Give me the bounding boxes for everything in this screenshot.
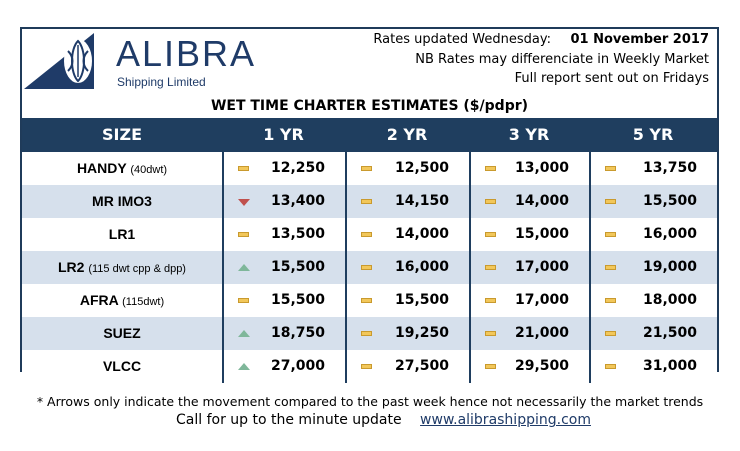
logo-subtitle: Shipping Limited — [117, 75, 206, 89]
rate-value: 15,500 — [270, 292, 325, 308]
rate-cell — [222, 152, 345, 185]
vessel-size-name: LR2 — [58, 259, 85, 275]
rate-cell — [469, 185, 589, 218]
no-change-icon — [605, 265, 616, 270]
rate-value: 13,500 — [270, 226, 325, 242]
footnote: * Arrows only indicate the movement compared to the past week hence not necessarily the market trends — [36, 394, 704, 409]
no-change-icon — [361, 265, 372, 270]
table-header — [22, 118, 717, 152]
vessel-size-cell — [22, 251, 222, 284]
table-row — [22, 317, 717, 350]
no-change-icon — [485, 232, 496, 237]
rate-value: 13,000 — [514, 160, 569, 176]
rate-value: 14,000 — [394, 226, 449, 242]
vessel-size-note: (40dwt) — [130, 164, 168, 176]
rate-cell — [345, 185, 469, 218]
rate-cell — [222, 185, 345, 218]
vessel-size-note: (115 dwt cpp & dpp) — [88, 263, 186, 275]
rate-value: 15,500 — [270, 259, 325, 275]
no-change-icon — [485, 199, 496, 204]
arrow-up-icon — [238, 330, 250, 337]
rate-cell — [589, 350, 717, 383]
rate-info — [329, 32, 709, 92]
vessel-size-cell — [22, 152, 222, 185]
no-change-icon — [605, 232, 616, 237]
column-header-5yr: 5 YR — [632, 125, 674, 144]
rate-value: 15,000 — [514, 226, 569, 242]
rate-value: 21,500 — [642, 325, 697, 341]
vessel-size-cell — [22, 218, 222, 251]
report-note: Full report sent out on Fridays — [514, 71, 709, 86]
no-change-icon — [238, 298, 249, 303]
rate-cell — [345, 152, 469, 185]
rate-value: 19,250 — [394, 325, 449, 341]
vessel-size-name: HANDY — [76, 160, 127, 176]
rate-value: 31,000 — [642, 358, 697, 374]
rate-value: 13,750 — [642, 160, 697, 176]
vessel-size-name: SUEZ — [103, 325, 141, 341]
rate-cell — [469, 218, 589, 251]
logo-emblem-icon — [24, 31, 114, 91]
rate-cell — [589, 218, 717, 251]
vessel-size-name: VLCC — [102, 358, 142, 374]
rate-value: 14,150 — [394, 193, 449, 209]
rates-date: 01 November 2017 — [570, 32, 709, 47]
table-row — [22, 185, 717, 218]
rate-value: 21,000 — [514, 325, 569, 341]
rate-cell — [469, 350, 589, 383]
rate-value: 27,000 — [270, 358, 325, 374]
no-change-icon — [605, 364, 616, 369]
rate-value: 13,400 — [270, 193, 325, 209]
rate-cell — [589, 152, 717, 185]
no-change-icon — [605, 166, 616, 171]
no-change-icon — [361, 364, 372, 369]
column-header-2yr: 2 YR — [386, 125, 428, 144]
table-title: WET TIME CHARTER ESTIMATES ($/pdpr) — [210, 98, 529, 114]
table-row — [22, 152, 717, 185]
no-change-icon — [361, 199, 372, 204]
no-change-icon — [485, 298, 496, 303]
rate-value: 17,000 — [514, 292, 569, 308]
rate-value: 12,250 — [270, 160, 325, 176]
rate-value: 18,000 — [642, 292, 697, 308]
rate-cell — [589, 284, 717, 317]
rate-value: 14,000 — [514, 193, 569, 209]
rate-value: 27,500 — [394, 358, 449, 374]
column-header-3yr: 3 YR — [508, 125, 550, 144]
no-change-icon — [485, 265, 496, 270]
no-change-icon — [361, 166, 372, 171]
arrow-down-icon — [238, 199, 250, 206]
no-change-icon — [238, 232, 249, 237]
vessel-size-cell — [22, 317, 222, 350]
website-link[interactable]: www.alibrashipping.com — [420, 412, 591, 428]
no-change-icon — [485, 331, 496, 336]
rate-value: 12,500 — [394, 160, 449, 176]
company-logo — [24, 31, 309, 93]
table-row — [22, 251, 717, 284]
no-change-icon — [485, 364, 496, 369]
rate-cell — [469, 152, 589, 185]
rate-cell — [345, 350, 469, 383]
rate-cell — [222, 284, 345, 317]
no-change-icon — [605, 331, 616, 336]
rate-cell — [345, 317, 469, 350]
no-change-icon — [361, 298, 372, 303]
no-change-icon — [485, 166, 496, 171]
table-row — [22, 218, 717, 251]
rate-cell — [469, 317, 589, 350]
arrow-up-icon — [238, 264, 250, 271]
rates-note: NB Rates may differenciate in Weekly Market — [415, 52, 709, 67]
vessel-size-name: LR1 — [108, 226, 136, 242]
vessel-size-name: MR IMO3 — [92, 193, 152, 209]
rate-value: 15,500 — [642, 193, 697, 209]
vessel-size-note: (115dwt) — [122, 296, 165, 308]
rate-cell — [345, 284, 469, 317]
table-row — [22, 284, 717, 317]
rate-cell — [345, 218, 469, 251]
rate-cell — [222, 218, 345, 251]
rate-value: 18,750 — [270, 325, 325, 341]
no-change-icon — [361, 331, 372, 336]
vessel-size-name: AFRA — [79, 292, 119, 308]
rate-cell — [469, 284, 589, 317]
rate-value: 16,000 — [642, 226, 697, 242]
rate-value: 16,000 — [394, 259, 449, 275]
rate-value: 15,500 — [394, 292, 449, 308]
column-header-size: SIZE — [101, 125, 142, 144]
rate-cell — [345, 251, 469, 284]
vessel-size-cell — [22, 350, 222, 383]
no-change-icon — [605, 199, 616, 204]
rates-updated-label: Rates updated Wednesday: — [373, 32, 551, 47]
rate-cell — [589, 251, 717, 284]
vessel-size-cell — [22, 284, 222, 317]
contact-line — [176, 412, 591, 428]
rate-value: 17,000 — [514, 259, 569, 275]
rate-cell — [222, 350, 345, 383]
logo-name: ALIBRA — [116, 33, 257, 74]
contact-text: Call for up to the minute update — [176, 412, 402, 428]
vessel-size-cell — [22, 185, 222, 218]
rate-cell — [589, 317, 717, 350]
no-change-icon — [605, 298, 616, 303]
table-row — [22, 350, 717, 383]
rate-value: 19,000 — [642, 259, 697, 275]
rate-cell — [589, 185, 717, 218]
rate-value: 29,500 — [514, 358, 569, 374]
no-change-icon — [361, 232, 372, 237]
rate-cell — [222, 317, 345, 350]
rate-cell — [469, 251, 589, 284]
column-header-1yr: 1 YR — [263, 125, 304, 144]
arrow-up-icon — [238, 363, 250, 370]
no-change-icon — [238, 166, 249, 171]
rates-panel — [20, 27, 719, 372]
rate-cell — [222, 251, 345, 284]
